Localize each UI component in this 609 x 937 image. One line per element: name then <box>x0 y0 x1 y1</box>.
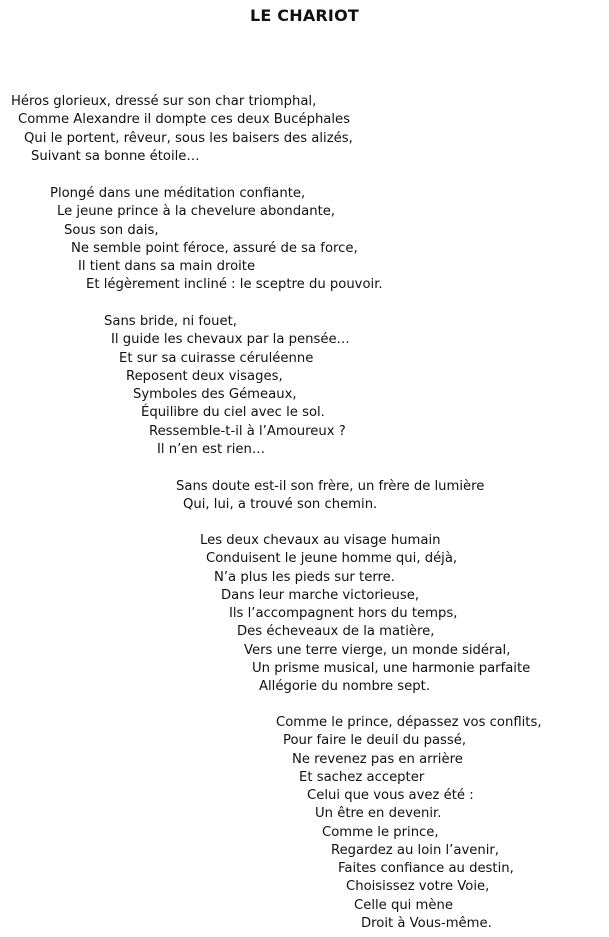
poem-line: Plongé dans une méditation confiante, <box>50 186 306 201</box>
poem-line: Faites confiance au destin, <box>338 861 514 876</box>
poem-line: Ne revenez pas en arrière <box>292 751 463 767</box>
poem-line: Sans bride, ni fouet, <box>104 314 237 329</box>
poem-line: Celui que vous avez été : <box>307 788 474 803</box>
poem-title: LE CHARIOT <box>250 6 359 25</box>
poem-line: Qui, lui, a trouvé son chemin. <box>183 497 378 513</box>
poem-line: Ne semble point féroce, assuré de sa force, <box>71 240 358 256</box>
poem-line: Allégorie du nombre sept. <box>259 679 431 694</box>
poem-line: Conduisent le jeune homme qui, déjà, <box>206 551 458 567</box>
poem-line: Dans leur marche victorieuse, <box>221 587 420 603</box>
poem-line: Reposent deux visages, <box>126 368 283 384</box>
poem-line: Un être en devenir. <box>315 806 442 822</box>
poem-line: Il n’en est rien… <box>157 441 266 457</box>
poem-line: Vers une terre vierge, un monde sidéral, <box>244 642 511 658</box>
poem-line: Et légèrement incliné : le sceptre du pouvoir. <box>86 277 383 293</box>
poem-line: Sous son dais, <box>64 222 159 238</box>
poem-line: Équilibre du ciel avec le sol. <box>141 405 325 421</box>
poem-line: Il guide les chevaux par la pensée… <box>111 332 350 348</box>
poem-line: Et sachez accepter <box>299 769 425 785</box>
poem-line: Le jeune prince à la chevelure abondante, <box>57 204 336 220</box>
poem-line: Les deux chevaux au visage humain <box>200 533 441 548</box>
poem-line: Un prisme musical, une harmonie parfaite <box>252 660 531 676</box>
poem-line: Pour faire le deuil du passé, <box>283 733 467 749</box>
poem-line: Ressemble-t-il à l’Amoureux ? <box>149 423 346 439</box>
poem-line: Ils l’accompagnent hors du temps, <box>229 606 458 621</box>
poem-line: Sans doute est-il son frère, un frère de lumière <box>176 479 485 494</box>
poem-line: Héros glorieux, dressé sur son char triomphal, <box>11 94 317 109</box>
poem-line: Regardez au loin l’avenir, <box>331 842 499 858</box>
poem-line: Comme le prince, dépassez vos conflits, <box>276 715 542 730</box>
poem-line: Il tient dans sa main droite <box>78 259 256 274</box>
poem-line: N’a plus les pieds sur terre. <box>214 569 395 585</box>
poem-line: Et sur sa cuirasse céruléenne <box>119 350 314 366</box>
poem-line: Comme Alexandre il dompte ces deux Bucéphales <box>18 112 351 128</box>
poem-line: Symboles des Gémeaux, <box>133 387 297 402</box>
poem-line: Qui le portent, rêveur, sous les baisers des alizés, <box>24 130 353 146</box>
poem-line: Suivant sa bonne étoile… <box>31 148 200 164</box>
poem-line: Des écheveaux de la matière, <box>237 624 435 640</box>
poem-line: Celle qui mène <box>354 897 453 913</box>
poem-line: Choisissez votre Voie, <box>346 879 490 895</box>
poem-line: Droit à Vous-même. <box>361 915 492 931</box>
poem-line: Comme le prince, <box>322 824 439 840</box>
